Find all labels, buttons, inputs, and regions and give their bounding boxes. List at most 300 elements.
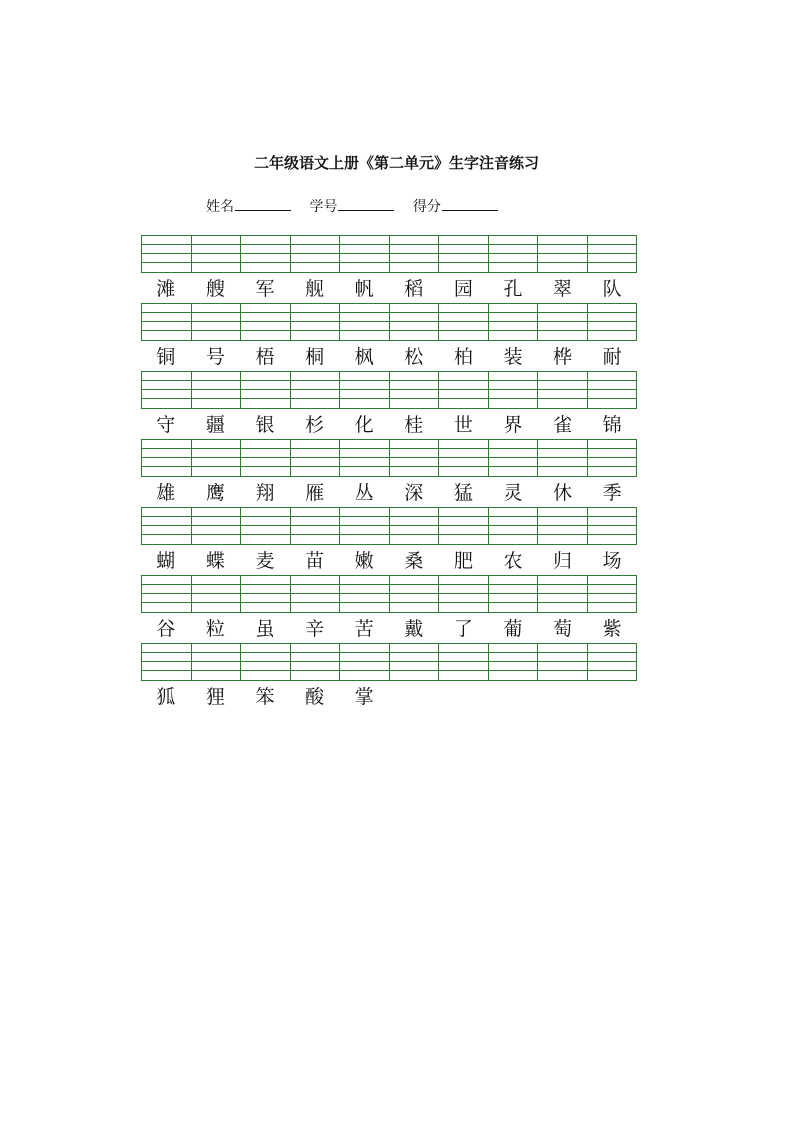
guide-line bbox=[241, 652, 290, 653]
pinyin-writing-cell[interactable] bbox=[538, 303, 588, 341]
guide-line bbox=[241, 602, 290, 603]
hanzi-character: 稻 bbox=[404, 278, 424, 300]
pinyin-writing-cell[interactable] bbox=[390, 235, 440, 273]
guide-line bbox=[538, 593, 587, 594]
guide-line bbox=[588, 602, 637, 603]
pinyin-writing-cell[interactable] bbox=[489, 575, 539, 613]
pinyin-writing-cell[interactable] bbox=[588, 643, 638, 681]
pinyin-writing-cell[interactable] bbox=[241, 235, 291, 273]
hanzi-character: 化 bbox=[354, 414, 374, 436]
guide-line bbox=[340, 534, 389, 535]
pinyin-writing-cell[interactable] bbox=[439, 643, 489, 681]
pinyin-writing-cell[interactable] bbox=[142, 235, 192, 273]
guide-line bbox=[390, 312, 439, 313]
hanzi-character: 苗 bbox=[305, 550, 325, 572]
pinyin-writing-cell[interactable] bbox=[538, 643, 588, 681]
guide-line bbox=[588, 584, 637, 585]
hanzi-character: 桐 bbox=[305, 346, 325, 368]
guide-line bbox=[142, 584, 191, 585]
hanzi-character: 谷 bbox=[156, 618, 176, 640]
guide-line bbox=[241, 253, 290, 254]
guide-line bbox=[192, 312, 241, 313]
guide-line bbox=[192, 262, 241, 263]
number-field bbox=[309, 196, 394, 217]
pinyin-grid-row bbox=[141, 575, 637, 613]
guide-line bbox=[538, 661, 587, 662]
guide-line bbox=[192, 652, 241, 653]
pinyin-writing-cell[interactable] bbox=[588, 439, 638, 477]
guide-line bbox=[439, 321, 488, 322]
pinyin-grid-row bbox=[141, 235, 637, 273]
guide-line bbox=[588, 380, 637, 381]
guide-line bbox=[588, 262, 637, 263]
hanzi-character: 休 bbox=[553, 482, 573, 504]
guide-line bbox=[241, 534, 290, 535]
pinyin-writing-cell[interactable] bbox=[489, 643, 539, 681]
pinyin-writing-cell[interactable] bbox=[340, 643, 390, 681]
pinyin-writing-cell[interactable] bbox=[291, 507, 341, 545]
guide-line bbox=[390, 321, 439, 322]
pinyin-writing-cell[interactable] bbox=[142, 507, 192, 545]
hanzi-character: 蝴 bbox=[156, 550, 176, 572]
pinyin-writing-cell[interactable] bbox=[192, 235, 242, 273]
guide-line bbox=[489, 330, 538, 331]
guide-line bbox=[291, 253, 340, 254]
pinyin-writing-cell[interactable] bbox=[142, 371, 192, 409]
pinyin-writing-cell[interactable] bbox=[439, 371, 489, 409]
pinyin-writing-cell[interactable] bbox=[291, 371, 341, 409]
hanzi-character: 笨 bbox=[255, 686, 275, 708]
guide-line bbox=[340, 593, 389, 594]
hanzi-character: 紫 bbox=[602, 618, 622, 640]
hanzi-character: 艘 bbox=[205, 278, 225, 300]
pinyin-writing-cell[interactable] bbox=[291, 643, 341, 681]
hanzi-character: 梧 bbox=[255, 346, 275, 368]
guide-line bbox=[241, 380, 290, 381]
guide-line bbox=[538, 670, 587, 671]
guide-line bbox=[390, 457, 439, 458]
hanzi-character: 灵 bbox=[503, 482, 523, 504]
pinyin-writing-cell[interactable] bbox=[489, 439, 539, 477]
hanzi-character: 枫 bbox=[354, 346, 374, 368]
pinyin-writing-cell[interactable] bbox=[439, 507, 489, 545]
hanzi-character: 葡 bbox=[503, 618, 523, 640]
guide-line bbox=[588, 670, 637, 671]
hanzi-character: 雄 bbox=[156, 482, 176, 504]
guide-line bbox=[439, 262, 488, 263]
pinyin-writing-cell[interactable] bbox=[489, 235, 539, 273]
pinyin-writing-cell[interactable] bbox=[588, 235, 638, 273]
pinyin-writing-cell[interactable] bbox=[142, 575, 192, 613]
hanzi-character: 雀 bbox=[553, 414, 573, 436]
character-row bbox=[141, 341, 637, 371]
hanzi-character: 粒 bbox=[205, 618, 225, 640]
hanzi-character: 丛 bbox=[354, 482, 374, 504]
guide-line bbox=[340, 398, 389, 399]
guide-line bbox=[192, 602, 241, 603]
guide-line bbox=[142, 330, 191, 331]
hanzi-character: 翠 bbox=[553, 278, 573, 300]
hanzi-character: 雁 bbox=[305, 482, 325, 504]
pinyin-writing-cell[interactable] bbox=[192, 439, 242, 477]
guide-line bbox=[390, 253, 439, 254]
guide-line bbox=[142, 253, 191, 254]
pinyin-writing-cell[interactable] bbox=[390, 371, 440, 409]
guide-line bbox=[192, 593, 241, 594]
guide-line bbox=[291, 584, 340, 585]
guide-line bbox=[390, 389, 439, 390]
pinyin-writing-cell[interactable] bbox=[588, 507, 638, 545]
hanzi-character: 队 bbox=[602, 278, 622, 300]
pinyin-writing-cell[interactable] bbox=[588, 303, 638, 341]
guide-line bbox=[588, 593, 637, 594]
guide-line bbox=[192, 670, 241, 671]
number-blank[interactable] bbox=[338, 196, 394, 211]
guide-line bbox=[142, 312, 191, 313]
guide-line bbox=[142, 321, 191, 322]
pinyin-writing-cell[interactable] bbox=[390, 575, 440, 613]
guide-line bbox=[489, 312, 538, 313]
pinyin-writing-cell[interactable] bbox=[142, 303, 192, 341]
guide-line bbox=[241, 516, 290, 517]
pinyin-grid-row bbox=[141, 507, 637, 545]
guide-line bbox=[340, 253, 389, 254]
guide-line bbox=[538, 262, 587, 263]
practice-block bbox=[141, 439, 637, 507]
guide-line bbox=[439, 584, 488, 585]
guide-line bbox=[142, 534, 191, 535]
guide-line bbox=[390, 525, 439, 526]
pinyin-writing-cell[interactable] bbox=[340, 371, 390, 409]
pinyin-writing-cell[interactable] bbox=[538, 575, 588, 613]
guide-line bbox=[489, 466, 538, 467]
pinyin-writing-cell[interactable] bbox=[390, 507, 440, 545]
guide-line bbox=[142, 262, 191, 263]
pinyin-writing-cell[interactable] bbox=[538, 507, 588, 545]
guide-line bbox=[390, 516, 439, 517]
guide-line bbox=[588, 448, 637, 449]
pinyin-writing-cell[interactable] bbox=[340, 235, 390, 273]
hanzi-character: 杉 bbox=[305, 414, 325, 436]
guide-line bbox=[340, 244, 389, 245]
guide-line bbox=[142, 670, 191, 671]
guide-line bbox=[538, 525, 587, 526]
practice-block bbox=[141, 643, 637, 711]
guide-line bbox=[291, 534, 340, 535]
hanzi-character: 酸 bbox=[305, 686, 325, 708]
pinyin-practice-sheet bbox=[141, 235, 637, 711]
hanzi-character: 柏 bbox=[453, 346, 473, 368]
pinyin-writing-cell[interactable] bbox=[241, 575, 291, 613]
guide-line bbox=[439, 380, 488, 381]
guide-line bbox=[538, 380, 587, 381]
guide-line bbox=[439, 593, 488, 594]
guide-line bbox=[588, 652, 637, 653]
guide-line bbox=[390, 661, 439, 662]
hanzi-character: 帆 bbox=[354, 278, 374, 300]
guide-line bbox=[291, 448, 340, 449]
guide-line bbox=[340, 380, 389, 381]
guide-line bbox=[340, 457, 389, 458]
guide-line bbox=[291, 593, 340, 594]
pinyin-writing-cell[interactable] bbox=[439, 303, 489, 341]
guide-line bbox=[390, 244, 439, 245]
guide-line bbox=[538, 516, 587, 517]
guide-line bbox=[489, 516, 538, 517]
guide-line bbox=[142, 380, 191, 381]
hanzi-character: 翔 bbox=[255, 482, 275, 504]
hanzi-character: 世 bbox=[453, 414, 473, 436]
pinyin-writing-cell[interactable] bbox=[291, 303, 341, 341]
guide-line bbox=[538, 398, 587, 399]
guide-line bbox=[439, 448, 488, 449]
pinyin-writing-cell[interactable] bbox=[192, 371, 242, 409]
hanzi-character: 狐 bbox=[156, 686, 176, 708]
character-row bbox=[141, 409, 637, 439]
hanzi-character: 舰 bbox=[305, 278, 325, 300]
pinyin-writing-cell[interactable] bbox=[340, 439, 390, 477]
pinyin-writing-cell[interactable] bbox=[142, 439, 192, 477]
guide-line bbox=[489, 602, 538, 603]
guide-line bbox=[291, 466, 340, 467]
pinyin-grid-row bbox=[141, 303, 637, 341]
pinyin-writing-cell[interactable] bbox=[291, 439, 341, 477]
hanzi-character: 守 bbox=[156, 414, 176, 436]
pinyin-writing-cell[interactable] bbox=[439, 235, 489, 273]
pinyin-writing-cell[interactable] bbox=[142, 643, 192, 681]
guide-line bbox=[340, 652, 389, 653]
guide-line bbox=[340, 448, 389, 449]
guide-line bbox=[588, 312, 637, 313]
guide-line bbox=[390, 330, 439, 331]
guide-line bbox=[538, 389, 587, 390]
guide-line bbox=[588, 253, 637, 254]
guide-line bbox=[588, 466, 637, 467]
hanzi-character: 狸 bbox=[205, 686, 225, 708]
guide-line bbox=[192, 534, 241, 535]
guide-line bbox=[291, 380, 340, 381]
guide-line bbox=[538, 321, 587, 322]
guide-line bbox=[538, 330, 587, 331]
hanzi-character: 界 bbox=[503, 414, 523, 436]
pinyin-writing-cell[interactable] bbox=[439, 575, 489, 613]
guide-line bbox=[291, 262, 340, 263]
guide-line bbox=[538, 466, 587, 467]
guide-line bbox=[538, 448, 587, 449]
hanzi-character: 园 bbox=[453, 278, 473, 300]
guide-line bbox=[439, 516, 488, 517]
guide-line bbox=[340, 330, 389, 331]
guide-line bbox=[241, 398, 290, 399]
pinyin-writing-cell[interactable] bbox=[192, 507, 242, 545]
guide-line bbox=[340, 584, 389, 585]
guide-line bbox=[439, 670, 488, 671]
hanzi-character: 银 bbox=[255, 414, 275, 436]
page-title: 二年级语文上册《第二单元》生字注音练习 bbox=[253, 154, 539, 172]
guide-line bbox=[291, 398, 340, 399]
guide-line bbox=[439, 602, 488, 603]
name-blank[interactable] bbox=[235, 196, 291, 211]
pinyin-writing-cell[interactable] bbox=[538, 371, 588, 409]
guide-line bbox=[340, 321, 389, 322]
guide-line bbox=[489, 448, 538, 449]
guide-line bbox=[241, 584, 290, 585]
guide-line bbox=[241, 448, 290, 449]
pinyin-writing-cell[interactable] bbox=[241, 507, 291, 545]
practice-block bbox=[141, 235, 637, 303]
guide-line bbox=[489, 244, 538, 245]
guide-line bbox=[439, 534, 488, 535]
guide-line bbox=[291, 661, 340, 662]
guide-line bbox=[142, 593, 191, 594]
guide-line bbox=[588, 244, 637, 245]
guide-line bbox=[588, 661, 637, 662]
pinyin-writing-cell[interactable] bbox=[192, 575, 242, 613]
guide-line bbox=[439, 312, 488, 313]
character-row bbox=[141, 273, 637, 303]
guide-line bbox=[489, 652, 538, 653]
guide-line bbox=[241, 661, 290, 662]
guide-line bbox=[439, 525, 488, 526]
guide-line bbox=[588, 457, 637, 458]
guide-line bbox=[340, 670, 389, 671]
guide-line bbox=[489, 534, 538, 535]
guide-line bbox=[588, 516, 637, 517]
guide-line bbox=[192, 398, 241, 399]
hanzi-character: 蝶 bbox=[205, 550, 225, 572]
guide-line bbox=[291, 652, 340, 653]
guide-line bbox=[538, 312, 587, 313]
guide-line bbox=[390, 398, 439, 399]
guide-line bbox=[241, 330, 290, 331]
pinyin-writing-cell[interactable] bbox=[241, 643, 291, 681]
name-label: 姓名 bbox=[206, 199, 234, 215]
hanzi-character: 装 bbox=[503, 346, 523, 368]
guide-line bbox=[142, 448, 191, 449]
practice-block bbox=[141, 575, 637, 643]
pinyin-writing-cell[interactable] bbox=[439, 439, 489, 477]
guide-line bbox=[192, 244, 241, 245]
pinyin-writing-cell[interactable] bbox=[489, 371, 539, 409]
guide-line bbox=[489, 525, 538, 526]
guide-line bbox=[489, 321, 538, 322]
guide-line bbox=[390, 262, 439, 263]
guide-line bbox=[439, 661, 488, 662]
guide-line bbox=[142, 516, 191, 517]
guide-line bbox=[192, 525, 241, 526]
pinyin-writing-cell[interactable] bbox=[340, 507, 390, 545]
guide-line bbox=[340, 516, 389, 517]
guide-line bbox=[241, 466, 290, 467]
guide-line bbox=[241, 321, 290, 322]
hanzi-character: 虽 bbox=[255, 618, 275, 640]
pinyin-writing-cell[interactable] bbox=[340, 575, 390, 613]
guide-line bbox=[390, 593, 439, 594]
pinyin-writing-cell[interactable] bbox=[390, 643, 440, 681]
guide-line bbox=[390, 584, 439, 585]
guide-line bbox=[192, 380, 241, 381]
pinyin-writing-cell[interactable] bbox=[538, 235, 588, 273]
guide-line bbox=[291, 670, 340, 671]
hanzi-character: 桑 bbox=[404, 550, 424, 572]
guide-line bbox=[390, 670, 439, 671]
guide-line bbox=[192, 466, 241, 467]
pinyin-writing-cell[interactable] bbox=[489, 507, 539, 545]
guide-line bbox=[291, 330, 340, 331]
guide-line bbox=[588, 398, 637, 399]
pinyin-writing-cell[interactable] bbox=[538, 439, 588, 477]
hanzi-character: 耐 bbox=[602, 346, 622, 368]
hanzi-character: 深 bbox=[404, 482, 424, 504]
pinyin-writing-cell[interactable] bbox=[588, 575, 638, 613]
pinyin-writing-cell[interactable] bbox=[291, 235, 341, 273]
pinyin-writing-cell[interactable] bbox=[291, 575, 341, 613]
guide-line bbox=[142, 602, 191, 603]
hanzi-character: 萄 bbox=[553, 618, 573, 640]
pinyin-writing-cell[interactable] bbox=[241, 303, 291, 341]
score-label: 得分 bbox=[412, 199, 441, 215]
guide-line bbox=[390, 448, 439, 449]
pinyin-writing-cell[interactable] bbox=[390, 439, 440, 477]
hanzi-character: 嫩 bbox=[354, 550, 374, 572]
guide-line bbox=[489, 253, 538, 254]
hanzi-character: 戴 bbox=[404, 618, 424, 640]
guide-line bbox=[390, 602, 439, 603]
guide-line bbox=[241, 244, 290, 245]
pinyin-writing-cell[interactable] bbox=[489, 303, 539, 341]
character-row bbox=[141, 545, 637, 575]
pinyin-writing-cell[interactable] bbox=[241, 371, 291, 409]
pinyin-writing-cell[interactable] bbox=[241, 439, 291, 477]
guide-line bbox=[291, 312, 340, 313]
guide-line bbox=[489, 380, 538, 381]
practice-block bbox=[141, 303, 637, 371]
guide-line bbox=[241, 312, 290, 313]
hanzi-character: 桦 bbox=[553, 346, 573, 368]
guide-line bbox=[241, 525, 290, 526]
pinyin-writing-cell[interactable] bbox=[192, 303, 242, 341]
pinyin-writing-cell[interactable] bbox=[192, 643, 242, 681]
character-row bbox=[141, 477, 637, 507]
guide-line bbox=[340, 661, 389, 662]
guide-line bbox=[588, 525, 637, 526]
hanzi-character: 桂 bbox=[404, 414, 424, 436]
hanzi-character: 疆 bbox=[205, 414, 225, 436]
score-blank[interactable] bbox=[442, 196, 498, 211]
guide-line bbox=[538, 534, 587, 535]
guide-line bbox=[588, 389, 637, 390]
guide-line bbox=[291, 525, 340, 526]
guide-line bbox=[439, 457, 488, 458]
guide-line bbox=[142, 389, 191, 390]
guide-line bbox=[291, 321, 340, 322]
guide-line bbox=[538, 253, 587, 254]
number-label: 学号 bbox=[309, 199, 338, 215]
guide-line bbox=[291, 244, 340, 245]
pinyin-grid-row bbox=[141, 371, 637, 409]
guide-line bbox=[291, 457, 340, 458]
pinyin-writing-cell[interactable] bbox=[340, 303, 390, 341]
character-row bbox=[141, 613, 637, 643]
hanzi-character: 孔 bbox=[503, 278, 523, 300]
pinyin-writing-cell[interactable] bbox=[588, 371, 638, 409]
pinyin-writing-cell[interactable] bbox=[390, 303, 440, 341]
guide-line bbox=[439, 466, 488, 467]
guide-line bbox=[489, 670, 538, 671]
guide-line bbox=[340, 525, 389, 526]
guide-line bbox=[588, 330, 637, 331]
practice-block bbox=[141, 507, 637, 575]
